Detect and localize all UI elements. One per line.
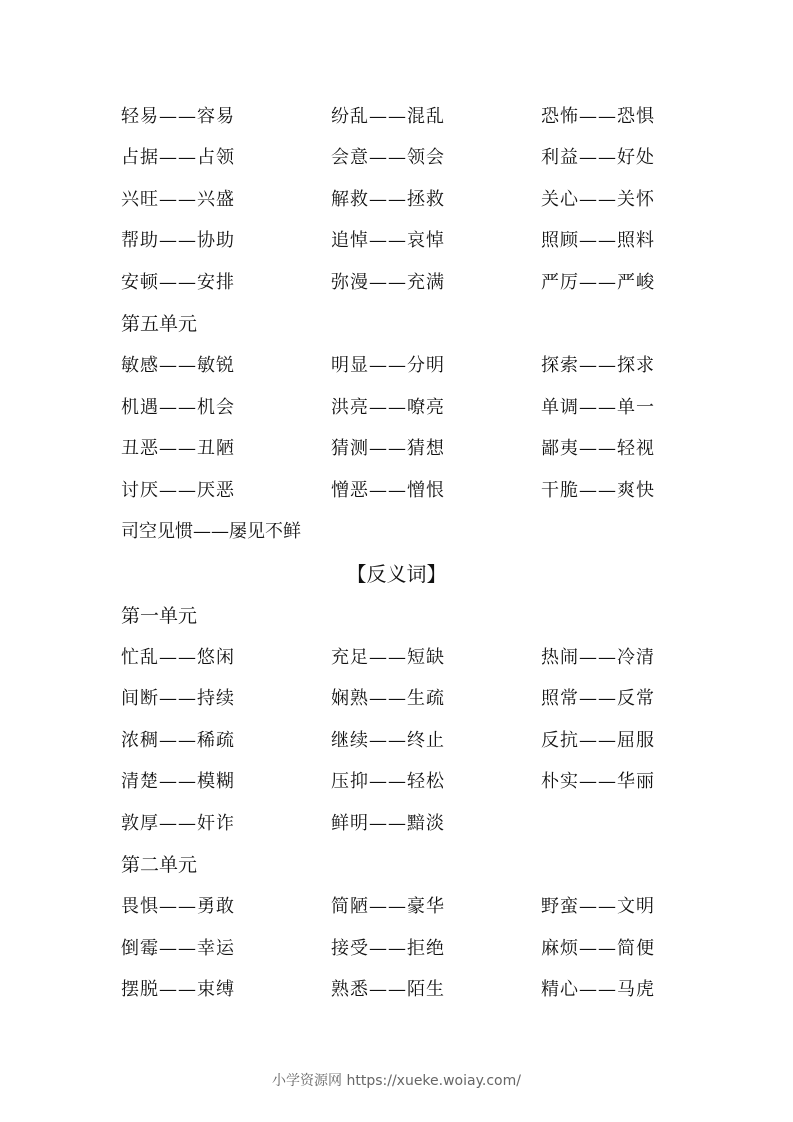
word-pair: 憎恶——憎恨 bbox=[331, 480, 445, 501]
word-pair-row bbox=[0, 646, 793, 670]
word-pair: 清楚——模糊 bbox=[121, 771, 235, 792]
word-pair: 热闹——冷清 bbox=[541, 647, 655, 668]
word-pair: 严厉——严峻 bbox=[541, 272, 655, 293]
idiom-pair: 司空见惯——屡见不鲜 bbox=[121, 521, 301, 542]
unit-heading: 第二单元 bbox=[121, 854, 198, 876]
word-pair: 朴实——华丽 bbox=[541, 771, 655, 792]
word-pair-row bbox=[0, 437, 793, 461]
word-pair: 关心——关怀 bbox=[541, 189, 655, 210]
word-pair-row bbox=[0, 188, 793, 212]
word-pair: 纷乱——混乱 bbox=[331, 106, 445, 127]
word-pair-row bbox=[0, 229, 793, 253]
section-title: 【反义词】 bbox=[346, 562, 447, 586]
word-pair: 野蛮——文明 bbox=[541, 896, 655, 917]
word-pair-row bbox=[0, 479, 793, 503]
word-pair-row bbox=[0, 354, 793, 378]
word-pair: 浓稠——稀疏 bbox=[121, 730, 235, 751]
word-pair: 明显——分明 bbox=[331, 355, 445, 376]
word-pair: 猜测——猜想 bbox=[331, 438, 445, 459]
word-pair-row bbox=[0, 937, 793, 961]
word-pair: 会意——领会 bbox=[331, 147, 445, 168]
word-pair: 倒霉——幸运 bbox=[121, 938, 235, 959]
unit-heading: 第一单元 bbox=[121, 605, 198, 627]
word-pair: 鄙夷——轻视 bbox=[541, 438, 655, 459]
word-pair: 间断——持续 bbox=[121, 688, 235, 709]
word-pair: 简陋——豪华 bbox=[331, 896, 445, 917]
word-pair: 充足——短缺 bbox=[331, 647, 445, 668]
word-pair-row bbox=[0, 271, 793, 295]
word-pair: 接受——拒绝 bbox=[331, 938, 445, 959]
word-pair: 追悼——哀悼 bbox=[331, 230, 445, 251]
word-pair-row bbox=[0, 895, 793, 919]
word-pair: 继续——终止 bbox=[331, 730, 445, 751]
footer-watermark: 小学资源网 https://xueke.woiay.com/ bbox=[272, 1073, 521, 1089]
word-pair-row bbox=[0, 146, 793, 170]
word-pair: 丑恶——丑陋 bbox=[121, 438, 235, 459]
word-pair-row bbox=[0, 396, 793, 420]
word-pair-row bbox=[0, 729, 793, 753]
word-pair-row bbox=[0, 105, 793, 129]
word-pair: 轻易——容易 bbox=[121, 106, 235, 127]
word-pair: 帮助——协助 bbox=[121, 230, 235, 251]
word-pair: 鲜明——黯淡 bbox=[331, 813, 445, 834]
word-pair: 解救——拯救 bbox=[331, 189, 445, 210]
word-pair: 照常——反常 bbox=[541, 688, 655, 709]
word-pair: 干脆——爽快 bbox=[541, 480, 655, 501]
word-pair: 机遇——机会 bbox=[121, 397, 235, 418]
word-pair: 占据——占领 bbox=[121, 147, 235, 168]
word-pair: 恐怖——恐惧 bbox=[541, 106, 655, 127]
word-pair: 麻烦——简便 bbox=[541, 938, 655, 959]
word-pair: 弥漫——充满 bbox=[331, 272, 445, 293]
word-pair-row bbox=[0, 978, 793, 1002]
word-pair: 敦厚——奸诈 bbox=[121, 813, 235, 834]
word-pair: 精心——马虎 bbox=[541, 979, 655, 1000]
word-pair: 安顿——安排 bbox=[121, 272, 235, 293]
word-pair: 洪亮——嘹亮 bbox=[331, 397, 445, 418]
word-pair: 反抗——屈服 bbox=[541, 730, 655, 751]
word-pair: 讨厌——厌恶 bbox=[121, 480, 235, 501]
word-pair: 畏惧——勇敢 bbox=[121, 896, 235, 917]
word-pair: 敏感——敏锐 bbox=[121, 355, 235, 376]
word-pair: 利益——好处 bbox=[541, 147, 655, 168]
word-pair-row bbox=[0, 812, 793, 836]
unit-heading: 第五单元 bbox=[121, 313, 198, 335]
word-pair: 兴旺——兴盛 bbox=[121, 189, 235, 210]
word-pair: 娴熟——生疏 bbox=[331, 688, 445, 709]
word-pair: 探索——探求 bbox=[541, 355, 655, 376]
word-pair: 单调——单一 bbox=[541, 397, 655, 418]
word-pair-row bbox=[0, 687, 793, 711]
word-pair: 忙乱——悠闲 bbox=[121, 647, 235, 668]
word-pair-row bbox=[0, 770, 793, 794]
word-pair: 熟悉——陌生 bbox=[331, 979, 445, 1000]
word-pair: 压抑——轻松 bbox=[331, 771, 445, 792]
word-pair: 照顾——照料 bbox=[541, 230, 655, 251]
word-pair: 摆脱——束缚 bbox=[121, 979, 235, 1000]
